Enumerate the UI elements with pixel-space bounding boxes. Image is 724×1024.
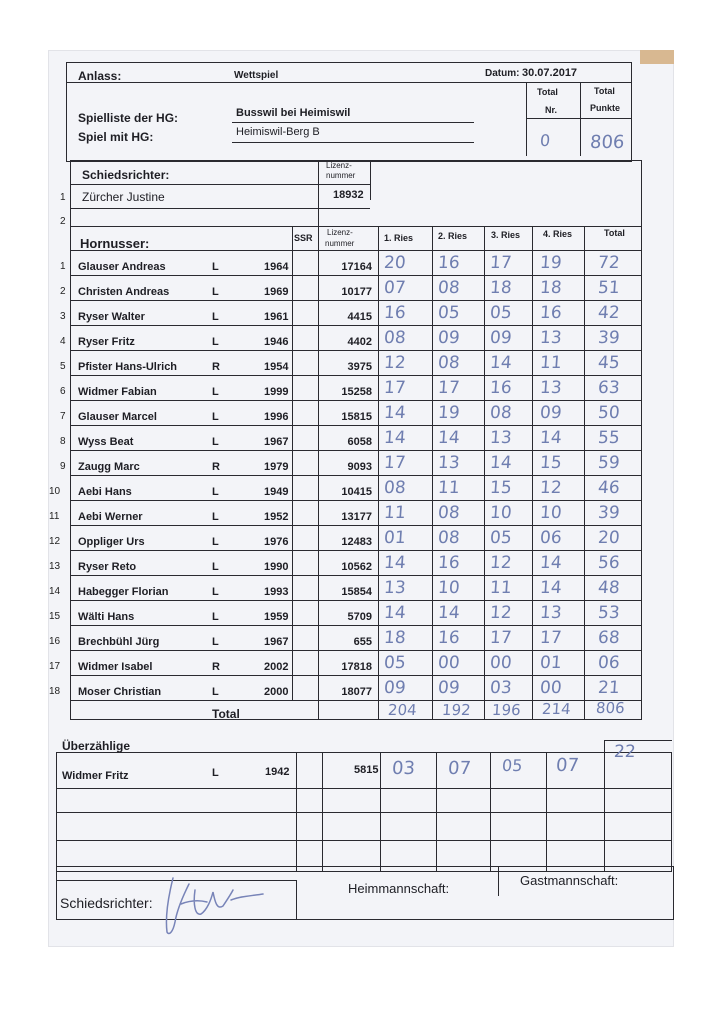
player-license: 13177	[341, 511, 372, 523]
player-total: 20	[597, 528, 621, 548]
player-birth-year: 1961	[264, 311, 289, 323]
ries3-score: 10	[489, 503, 513, 523]
player-license: 10562	[341, 561, 372, 573]
opponent-label: Spiel mit HG:	[78, 130, 154, 144]
player-row-number: 15	[49, 611, 61, 622]
player-birth-year: 1954	[264, 361, 289, 373]
player-row	[66, 603, 642, 628]
player-name: Zaugg Marc	[78, 461, 140, 473]
license-column-header-1: Lizenz-	[327, 228, 353, 237]
player-row	[66, 503, 642, 528]
player-birth-year: 1967	[264, 636, 289, 648]
player-hand: L	[212, 686, 219, 698]
ries1-score: 08	[383, 478, 407, 498]
player-name: Brechbühl Jürg	[78, 636, 160, 648]
player-birth-year: 1964	[264, 261, 289, 273]
extra-player-ries1: 03	[391, 758, 416, 779]
total-pts-value: 806	[589, 132, 626, 153]
player-birth-year: 1999	[264, 386, 289, 398]
player-birth-year: 1952	[264, 511, 289, 523]
player-row	[66, 453, 642, 478]
player-total: 42	[597, 303, 621, 323]
player-row-number: 1	[60, 261, 66, 272]
ries1-score: 09	[383, 678, 407, 698]
player-row-number: 18	[49, 686, 61, 697]
player-total: 46	[597, 478, 621, 498]
player-row	[66, 378, 642, 403]
referee-row-number: 2	[60, 216, 66, 227]
player-license: 17164	[341, 261, 372, 273]
ries4-score: 15	[539, 453, 563, 473]
player-license: 4415	[347, 311, 372, 323]
player-license: 6058	[347, 436, 372, 448]
extra-player-ries3: 05	[501, 756, 524, 775]
player-name: Pfister Hans-Ulrich	[78, 361, 178, 373]
player-name: Christen Andreas	[78, 286, 170, 298]
player-license: 655	[353, 636, 372, 648]
player-hand: R	[212, 461, 220, 473]
player-total: 59	[597, 453, 621, 473]
player-total: 45	[597, 353, 621, 373]
ries1-score: 11	[383, 503, 407, 523]
player-row	[66, 328, 642, 353]
player-birth-year: 1990	[264, 561, 289, 573]
player-total: 53	[597, 603, 621, 623]
ries4-score: 13	[539, 378, 563, 398]
player-row	[66, 653, 642, 678]
player-name: Aebi Hans	[78, 486, 132, 498]
player-hand: R	[212, 361, 220, 373]
player-name: Wälti Hans	[78, 611, 135, 623]
player-total: 50	[597, 403, 621, 423]
footer-home-label: Heimmannschaft:	[348, 881, 450, 896]
footer-guest-label: Gastmannschaft:	[520, 873, 619, 888]
license-column-header-2: nummer	[325, 239, 355, 248]
player-birth-year: 2000	[264, 686, 289, 698]
ries3-score: 12	[489, 603, 513, 623]
ssr-column-header: SSR	[294, 233, 313, 243]
player-hand: L	[212, 586, 219, 598]
referee-section-title: Schiedsrichter:	[82, 168, 170, 182]
player-birth-year: 2002	[264, 661, 289, 673]
player-name: Widmer Isabel	[78, 661, 153, 673]
total-pts-label-2: Punkte	[590, 103, 621, 113]
player-row-number: 2	[60, 286, 66, 297]
ries2-score: 16	[437, 628, 461, 648]
player-name: Ryser Fritz	[78, 336, 135, 348]
extra-player-hand: L	[212, 767, 219, 779]
ries2-score: 14	[437, 428, 461, 448]
total-nr-label-1: Total	[537, 87, 558, 97]
ries3-column-header: 3. Ries	[491, 230, 521, 240]
player-row-number: 16	[49, 636, 61, 647]
player-row-number: 7	[60, 411, 66, 422]
ries1-score: 14	[383, 403, 407, 423]
total-ries3: 196	[491, 701, 522, 719]
ries3-score: 09	[489, 328, 513, 348]
player-hand: L	[212, 261, 219, 273]
player-hand: L	[212, 286, 219, 298]
ries2-score: 17	[437, 378, 461, 398]
extra-section-title: Überzählige	[62, 739, 131, 753]
player-birth-year: 1979	[264, 461, 289, 473]
player-row	[66, 553, 642, 578]
player-hand: L	[212, 611, 219, 623]
ries2-score: 05	[437, 303, 461, 323]
ries4-score: 06	[539, 528, 563, 548]
player-total: 56	[597, 553, 621, 573]
ries2-score: 08	[437, 278, 461, 298]
total-nr-value: 0	[539, 131, 551, 150]
ries1-score: 20	[383, 253, 407, 273]
player-row-number: 10	[49, 486, 61, 497]
ries3-score: 16	[489, 378, 513, 398]
player-name: Ryser Reto	[78, 561, 137, 573]
ries1-score: 07	[383, 278, 407, 298]
ries1-score: 14	[383, 428, 407, 448]
ries4-score: 18	[539, 278, 563, 298]
ries3-score: 14	[489, 353, 513, 373]
ries1-score: 08	[383, 328, 407, 348]
player-total: 51	[597, 278, 621, 298]
player-row	[66, 628, 642, 653]
ries1-column-header: 1. Ries	[384, 233, 414, 243]
player-license: 15854	[341, 586, 372, 598]
player-license: 12483	[341, 536, 372, 548]
player-name: Habegger Florian	[78, 586, 169, 598]
player-name: Oppliger Urs	[78, 536, 145, 548]
player-row	[66, 253, 642, 278]
ries4-score: 13	[539, 328, 563, 348]
ries2-score: 08	[437, 353, 461, 373]
referee-license: 18932	[333, 189, 364, 201]
referee-name: Zürcher Justine	[82, 190, 165, 204]
player-row-number: 5	[60, 361, 66, 372]
player-total: 55	[597, 428, 621, 448]
ries1-score: 01	[383, 528, 407, 548]
player-name: Wyss Beat	[78, 436, 134, 448]
ries4-score: 00	[539, 678, 563, 698]
ries3-score: 08	[489, 403, 513, 423]
ries3-score: 03	[489, 678, 513, 698]
ries2-score: 00	[437, 653, 461, 673]
player-total: 39	[597, 328, 621, 348]
ries2-score: 09	[437, 678, 461, 698]
player-license: 4402	[347, 336, 372, 348]
ries2-score: 13	[437, 453, 461, 473]
ries3-score: 17	[489, 253, 513, 273]
player-hand: L	[212, 511, 219, 523]
extra-player-license: 5815	[354, 764, 379, 776]
opponent-value: Heimiswil-Berg B	[236, 126, 320, 138]
list-label: Spielliste der HG:	[78, 111, 179, 125]
referee-license-label-1: Lizenz-	[326, 161, 352, 170]
ries3-score: 17	[489, 628, 513, 648]
player-row-number: 17	[49, 661, 61, 672]
ries4-score: 19	[539, 253, 563, 273]
player-total: 39	[597, 503, 621, 523]
player-row-number: 9	[60, 461, 66, 472]
player-hand: L	[212, 311, 219, 323]
player-name: Glauser Andreas	[78, 261, 166, 273]
ries4-score: 10	[539, 503, 563, 523]
player-license: 18077	[341, 686, 372, 698]
player-license: 15815	[341, 411, 372, 423]
ries4-score: 01	[539, 653, 563, 673]
ries2-score: 08	[437, 503, 461, 523]
ries2-column-header: 2. Ries	[438, 231, 468, 241]
player-total: 48	[597, 578, 621, 598]
footer-referee-label: Schiedsrichter:	[60, 895, 153, 911]
ries3-score: 00	[489, 653, 513, 673]
player-name: Glauser Marcel	[78, 411, 157, 423]
ries1-score: 16	[383, 303, 407, 323]
player-license: 15258	[341, 386, 372, 398]
player-name: Ryser Walter	[78, 311, 145, 323]
player-hand: L	[212, 636, 219, 648]
ries2-score: 14	[437, 603, 461, 623]
player-license: 10177	[341, 286, 372, 298]
ries4-score: 17	[539, 628, 563, 648]
player-row-number: 13	[49, 561, 61, 572]
referee-signature	[155, 870, 275, 940]
player-row-number: 12	[49, 536, 61, 547]
referee-row-number: 1	[60, 192, 66, 203]
total-column-header: Total	[604, 228, 625, 238]
players-section-title: Hornusser:	[80, 236, 150, 251]
player-total: 63	[597, 378, 621, 398]
player-total: 68	[597, 628, 621, 648]
player-birth-year: 1976	[264, 536, 289, 548]
ries1-score: 14	[383, 553, 407, 573]
player-hand: L	[212, 336, 219, 348]
player-row	[66, 303, 642, 328]
ries2-score: 16	[437, 553, 461, 573]
total-ries4: 214	[541, 700, 572, 718]
paper-edge	[640, 50, 674, 64]
player-hand: R	[212, 661, 220, 673]
ries3-score: 13	[489, 428, 513, 448]
player-hand: L	[212, 536, 219, 548]
player-birth-year: 1996	[264, 411, 289, 423]
ries2-score: 08	[437, 528, 461, 548]
total-ries2: 192	[441, 701, 472, 719]
player-hand: L	[212, 411, 219, 423]
extra-player-name: Widmer Fritz	[62, 770, 129, 782]
player-name: Aebi Werner	[78, 511, 143, 523]
extra-player-total: 22	[613, 742, 637, 762]
ries1-score: 12	[383, 353, 407, 373]
ries3-score: 14	[489, 453, 513, 473]
player-row	[66, 528, 642, 553]
player-birth-year: 1949	[264, 486, 289, 498]
player-row-number: 14	[49, 586, 61, 597]
ries4-score: 13	[539, 603, 563, 623]
player-row-number: 11	[49, 511, 60, 522]
player-row	[66, 403, 642, 428]
player-birth-year: 1993	[264, 586, 289, 598]
player-row	[66, 278, 642, 303]
ries2-score: 09	[437, 328, 461, 348]
ries2-score: 11	[437, 478, 461, 498]
player-license: 17818	[341, 661, 372, 673]
extra-player-ries2: 07	[447, 758, 472, 779]
list-value: Busswil bei Heimiswil	[236, 107, 351, 119]
ries1-score: 18	[383, 628, 407, 648]
player-hand: L	[212, 386, 219, 398]
player-hand: L	[212, 486, 219, 498]
ries2-score: 16	[437, 253, 461, 273]
ries3-score: 15	[489, 478, 513, 498]
ries4-score: 14	[539, 578, 563, 598]
ries3-score: 18	[489, 278, 513, 298]
player-row-number: 3	[60, 311, 66, 322]
event-value: Wettspiel	[234, 70, 279, 81]
ries2-score: 10	[437, 578, 461, 598]
player-birth-year: 1969	[264, 286, 289, 298]
ries3-score: 11	[489, 578, 513, 598]
player-row-number: 6	[60, 386, 66, 397]
event-label: Anlass:	[78, 69, 122, 83]
extra-player-ries4: 07	[555, 755, 580, 776]
total-ries1: 204	[387, 701, 418, 719]
player-license: 9093	[347, 461, 372, 473]
ries3-score: 05	[489, 528, 513, 548]
ries1-score: 14	[383, 603, 407, 623]
player-row	[66, 578, 642, 603]
player-row	[66, 353, 642, 378]
date-value: 30.07.2017	[522, 67, 578, 79]
ries4-score: 16	[539, 303, 563, 323]
player-hand: L	[212, 561, 219, 573]
player-row-number: 8	[60, 436, 66, 447]
total-row-label: Total	[212, 707, 240, 721]
ries3-score: 12	[489, 553, 513, 573]
player-license: 3975	[347, 361, 372, 373]
ries4-score: 14	[539, 553, 563, 573]
ries1-score: 17	[383, 453, 407, 473]
player-row	[66, 478, 642, 503]
player-license: 5709	[347, 611, 372, 623]
extra-player-year: 1942	[265, 766, 290, 778]
ries4-score: 12	[539, 478, 563, 498]
referee-license-label-2: nummer	[326, 171, 356, 180]
player-hand: L	[212, 436, 219, 448]
player-birth-year: 1959	[264, 611, 289, 623]
player-name: Moser Christian	[78, 686, 162, 698]
ries4-score: 14	[539, 428, 563, 448]
ries3-score: 05	[489, 303, 513, 323]
player-row-number: 4	[60, 336, 66, 347]
player-birth-year: 1967	[264, 436, 289, 448]
ries4-score: 11	[539, 353, 563, 373]
ries4-column-header: 4. Ries	[543, 229, 573, 239]
player-name: Widmer Fabian	[78, 386, 157, 398]
total-points: 806	[595, 699, 626, 717]
player-total: 72	[597, 253, 621, 273]
player-birth-year: 1946	[264, 336, 289, 348]
ries4-score: 09	[539, 403, 563, 423]
player-total: 06	[597, 653, 621, 673]
total-pts-label-1: Total	[594, 86, 615, 96]
ries1-score: 17	[383, 378, 407, 398]
ries1-score: 05	[383, 653, 407, 673]
player-row	[66, 428, 642, 453]
ries2-score: 19	[437, 403, 461, 423]
total-nr-label-2: Nr.	[545, 105, 558, 115]
date-label: Datum:	[485, 68, 520, 79]
player-license: 10415	[341, 486, 372, 498]
player-total: 21	[597, 678, 621, 698]
ries1-score: 13	[383, 578, 407, 598]
